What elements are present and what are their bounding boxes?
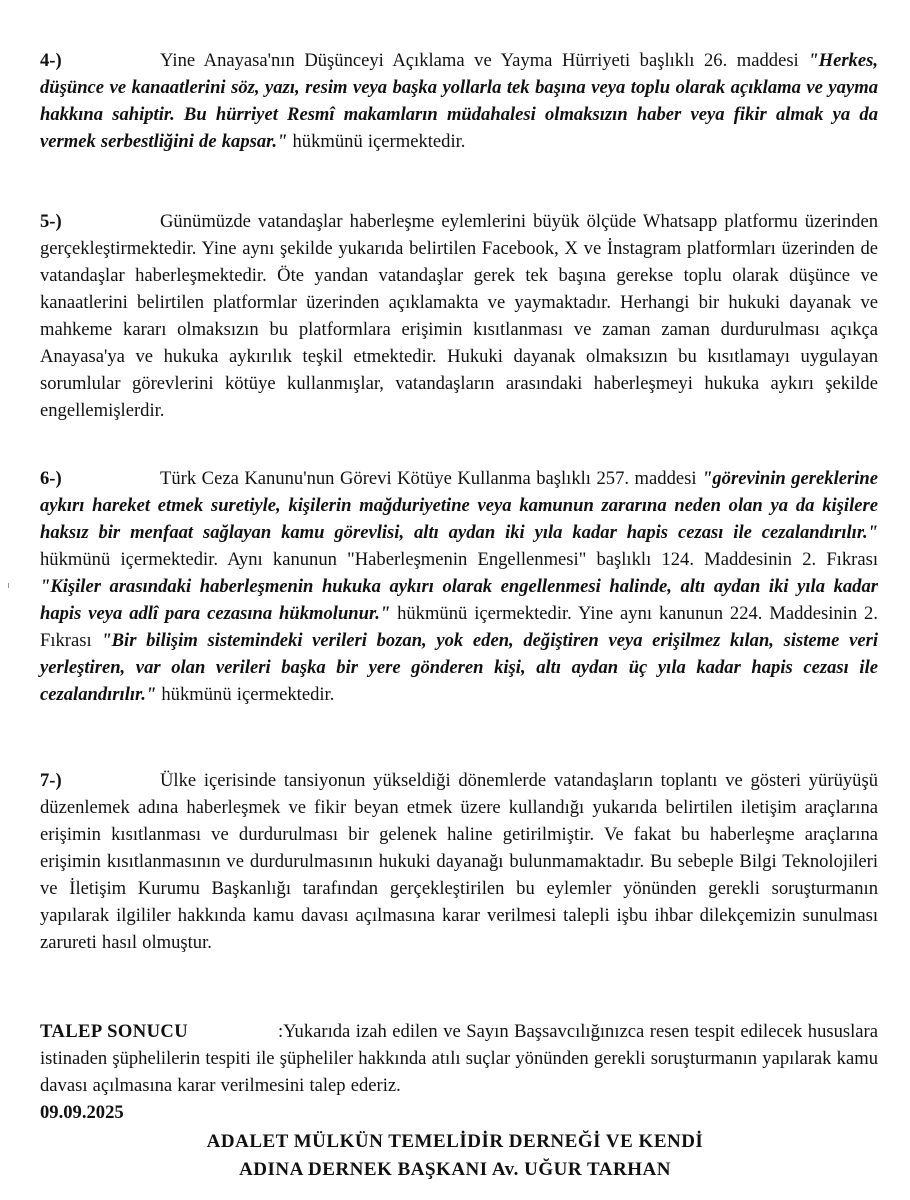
signature-line-2: ADINA DERNEK BAŞKANI Av. UĞUR TARHAN — [239, 1159, 671, 1180]
paragraph-number: 6-) — [40, 468, 62, 489]
paragraph-5 — [40, 208, 878, 424]
paragraph-text: hükmünü içermektedir. Aynı kanunun "Haberleşmenin Engellenmesi" başlıklı 124. Maddesinin 2. Fıkrası — [40, 549, 878, 570]
paragraph-text: hükmünü içermektedir. — [287, 131, 466, 152]
margin-mark — [8, 583, 9, 588]
signature-block — [0, 1128, 910, 1184]
quoted-article: "görevinin gereklerine aykırı hareket etmek suretiyle, kişilerin mağduriyetine veya kamunun zararına neden olan ya da kişilere haksız bir menfaat sağlayan kamu görevlisi, altı aydan iki yıla kadar hapis cezası ile cezalandırılır." — [40, 468, 878, 543]
paragraph-text: hükmünü içermektedir. — [156, 684, 335, 705]
paragraph-text: hükmünü içermektedir. Yine aynı kanunun 224. Maddesinin 2. Fıkrası — [40, 603, 878, 651]
paragraph-text: Türk Ceza Kanunu'nun Görevi Kötüye Kullanma başlıklı 257. maddesi — [160, 468, 703, 489]
paragraph-number: 5-) — [40, 211, 62, 232]
paragraph-text: Yine Anayasa'nın Düşünceyi Açıklama ve Yayma Hürriyeti başlıklı 26. maddesi — [160, 50, 809, 71]
quoted-article: "Bir bilişim sistemindeki verileri bozan, yok eden, değiştiren veya erişilmez kılan, sisteme veri yerleştiren, var olan verileri başka bir yere gönderen kişi, altı aydan üç yıla kadar hapis cezası ile cezalandırılır." — [40, 630, 878, 705]
paragraph-4 — [40, 47, 878, 155]
signature-line-1: ADALET MÜLKÜN TEMELİDİR DERNEĞİ VE KENDİ — [206, 1131, 704, 1152]
paragraph-text: Ülke içerisinde tansiyonun yükseldiği dönemlerde vatandaşların toplantı ve gösteri yürüyüşü düzenlemek adına haberleşmek ve fikir beyan etmek üzere kullandığı yukarıda belirtilen iletişim araçlarına erişimin kısıtlanması ve durdurulması bir gelenek haline getirilmiştir. Ve fakat bu haberleşme araçlarına erişimin kısıtlanmasının ve durdurulmasının hukuki dayanağı bulunmamaktadır. Bu sebeple Bilgi Teknolojileri ve İletişim Kurumu Başkanlığı tarafından gerçekleştirilen bu eylemler yönünden gerekli soruşturmanın yapılarak ilgililer hakkında kamu davası açılmasına karar verilmesi talepli işbu ihbar dilekçemizin sunulması zarureti hasıl olmuştur. — [40, 770, 878, 953]
paragraph-text: Günümüzde vatandaşlar haberleşme eylemlerini büyük ölçüde Whatsapp platformu üzerinden gerçekleştirmektedir. Yine aynı şekilde yukarıda belirtilen Facebook, X ve İnstagram platformları üzerinden de vatandaşlar haberleşmektedir. Öte yandan vatandaşlar gerek tek başına gerekse toplu olarak düşünce ve kanaatlerini belirtilen platformlar üzerinden açıklamakta ve yaymaktadır. Herhangi bir hukuki dayanak ve mahkeme kararı olmaksızın bu platformlara erişimin kısıtlanması ve zaman zaman durdurulması açıkça Anayasa'ya ve hukuka aykırılık teşkil etmektedir. Hukuki dayanak olmaksızın bu kısıtlamayı uygulayan sorumlular görevlerini kötüye kullanmışlar, vatandaşların arasındaki haberleşmeyi hukuka aykırı şekilde engellemişlerdir. — [40, 211, 878, 421]
paragraph-number: 4-) — [40, 50, 62, 71]
quoted-article: "Herkes, düşünce ve kanaatlerini söz, yazı, resim veya başka yollarla tek başına veya toplu olarak açıklama ve yayma hakkına sahiptir. Bu hürriyet Resmî makamların müdahalesi olmaksızın haber veya fikir almak ya da vermek serbestliğini de kapsar." — [40, 50, 878, 152]
quoted-article: "Kişiler arasındaki haberleşmenin hukuka aykırı olarak engellenmesi halinde, altı aydan iki yıla kadar hapis veya adlî para cezasına hükmolunur." — [40, 576, 878, 624]
talep-label: TALEP SONUCU — [40, 1021, 189, 1042]
paragraph-6 — [40, 465, 878, 708]
document-date: 09.09.2025 — [40, 1102, 124, 1123]
paragraph-number: 7-) — [40, 770, 62, 791]
paragraph-7 — [40, 767, 878, 956]
talep-text: :Yukarıda izah edilen ve Sayın Başsavcılığınızca resen tespit edilecek hususlara istinaden şüphelilerin tespiti ile şüpheliler hakkında atılı suçlar yönünden gerekli soruşturmanın yapılarak kamu davası açılmasına karar verilmesini talep ederiz. — [40, 1021, 878, 1096]
talep-sonucu — [40, 1018, 878, 1126]
